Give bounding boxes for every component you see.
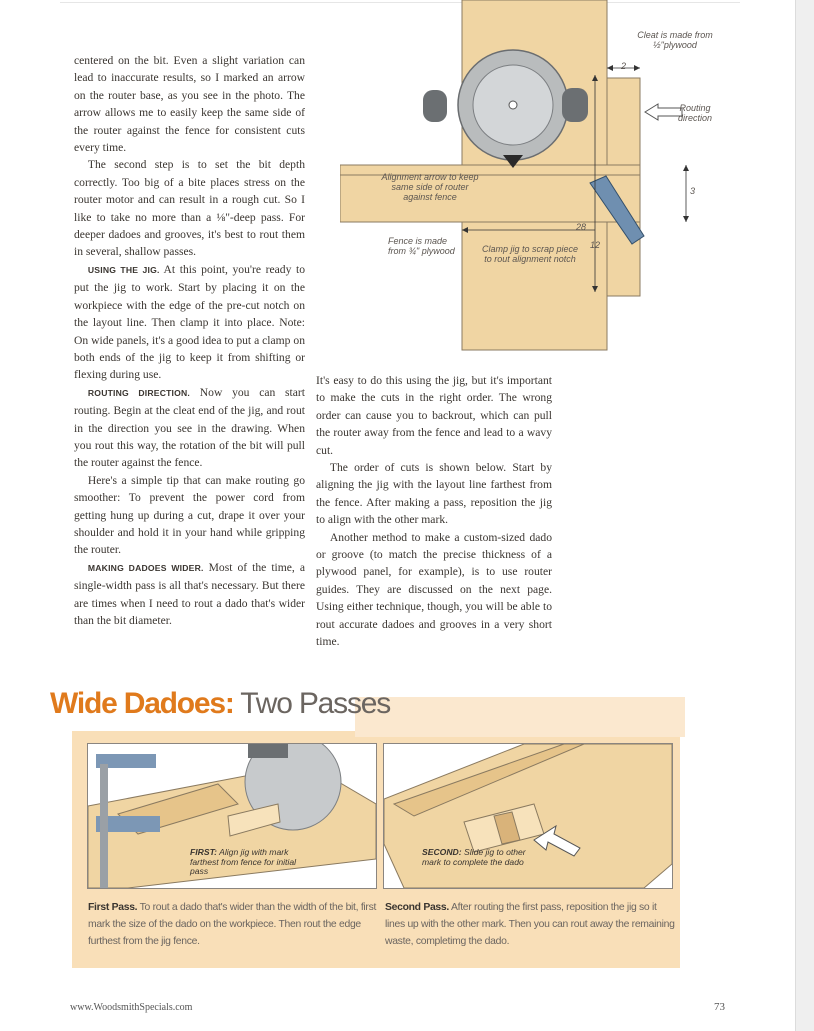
- paragraph: The order of cuts is shown below. Start by aligning the jig with the layout line farthest from the fence. After making a pass, reposition the jig to align with the other mark.: [316, 461, 552, 527]
- runin-heading: ROUTING DIRECTION.: [87, 387, 191, 398]
- middle-text-column: [316, 372, 552, 651]
- clamp-label: Clamp jig to scrap piece to rout alignment notch: [481, 244, 579, 264]
- section-title-bold: Wide Dadoes:: [50, 687, 234, 720]
- paragraph-text: At this point, you're ready to put the jig to work. Start by placing it on the workpiece with the edge of the pre-cut notch on the layout line. Then clamp it into place. Note: On wide panels, it's a good idea to put a clamp on both ends of the jig to keep it from shifting or flexing during use.: [74, 262, 306, 382]
- paragraph-text: Now you can start routing. Begin at the cleat end of the jig, and rout in the direction you see in the drawing. When you rout this way, the rotation of the bit will pull the router against the fence.: [74, 385, 306, 470]
- paragraph: The second step is to set the bit depth correctly. Too big of a bite places stress on the router motor and can result in a rough cut. So I like to take no more than a ⅛"-deep pass. For deeper dadoes and grooves, it's best to rout them in several, shallow passes.: [74, 158, 305, 259]
- paragraph: [74, 261, 305, 384]
- section-title-thin: Two Passes: [233, 687, 391, 720]
- caption-head: First Pass.: [88, 902, 138, 913]
- second-pass-caption: [385, 899, 675, 950]
- first-photo-label: [190, 848, 310, 877]
- dimension-3: 3: [690, 186, 696, 196]
- cleat-label: Cleat is made from ½"plywood: [637, 30, 713, 50]
- routing-direction-label: Routing direction: [677, 103, 713, 123]
- page-number: 73: [714, 1001, 725, 1013]
- footer-url: www.WoodsmithSpecials.com: [70, 1002, 193, 1013]
- paragraph: Here's a simple tip that can make routing go smoother: To prevent the power cord from getting hung up during a cut, drape it over your shoulder and hold it in your hand while gripping the router.: [74, 473, 305, 557]
- second-label-bold: SECOND:: [422, 847, 462, 857]
- left-text-column: [74, 52, 305, 629]
- caption-text: To rout a dado that's wider than the width of the bit, first mark the size of the dado on the workpiece. Then rout the edge furthest from the jig fence.: [88, 902, 377, 947]
- second-pass-photo: [383, 743, 673, 889]
- first-pass-caption: [88, 899, 378, 950]
- runin-heading: MAKING DADOES WIDER.: [87, 562, 204, 573]
- caption-text: After routing the first pass, reposition the jig so it lines up with the other mark. Then you can rout away the remaining waste, completimg the dado.: [385, 902, 675, 947]
- paragraph: [74, 559, 305, 630]
- alignment-arrow-label: Alignment arrow to keep same side of router against fence: [381, 172, 479, 202]
- first-label-bold: FIRST:: [190, 847, 218, 857]
- page-edge: [795, 0, 814, 1031]
- paragraph: centered on the bit. Even a slight variation can lead to inaccurate results, so I marked an arrow on the router base, as you see in the photo. The arrow allows me to easily keep the same side of the router against the fence for consistent cuts every time.: [74, 54, 305, 155]
- second-label-text: Slide jig to other mark to complete the dado: [422, 847, 526, 867]
- section-title: [50, 686, 390, 722]
- dimension-28: 28: [576, 222, 587, 232]
- caption-head: Second Pass.: [385, 902, 449, 913]
- paragraph: It's easy to do this using the jig, but it's important to make the cuts in the right order. The wrong order can cause you to backrout, which can pull the router away from the fence and lead to a wavy cut.: [316, 374, 552, 457]
- fence-label: Fence is made from ¾" plywood: [388, 236, 455, 256]
- jig-diagram: [340, 0, 740, 360]
- first-label-text: Align jig with mark farthest from fence for initial pass: [190, 847, 297, 876]
- title-background: [355, 697, 685, 737]
- runin-heading: USING THE JIG.: [87, 264, 160, 275]
- dimension-2: 2: [621, 61, 627, 71]
- second-photo-label: [422, 848, 532, 867]
- paragraph-text: Most of the time, a single-width pass is all that's necessary. But there are times when I need to rout a dado that's wider than the bit diameter.: [74, 560, 305, 627]
- paragraph: [74, 384, 305, 472]
- dimension-12: 12: [590, 240, 601, 250]
- paragraph: Another method to make a custom-sized dado or groove (to match the precise thickness of a plywood panel, for example), is to use router guides. They are discussed on the next page. Using either technique, though, you will be able to rout accurate dadoes and grooves in a very short time.: [316, 530, 552, 649]
